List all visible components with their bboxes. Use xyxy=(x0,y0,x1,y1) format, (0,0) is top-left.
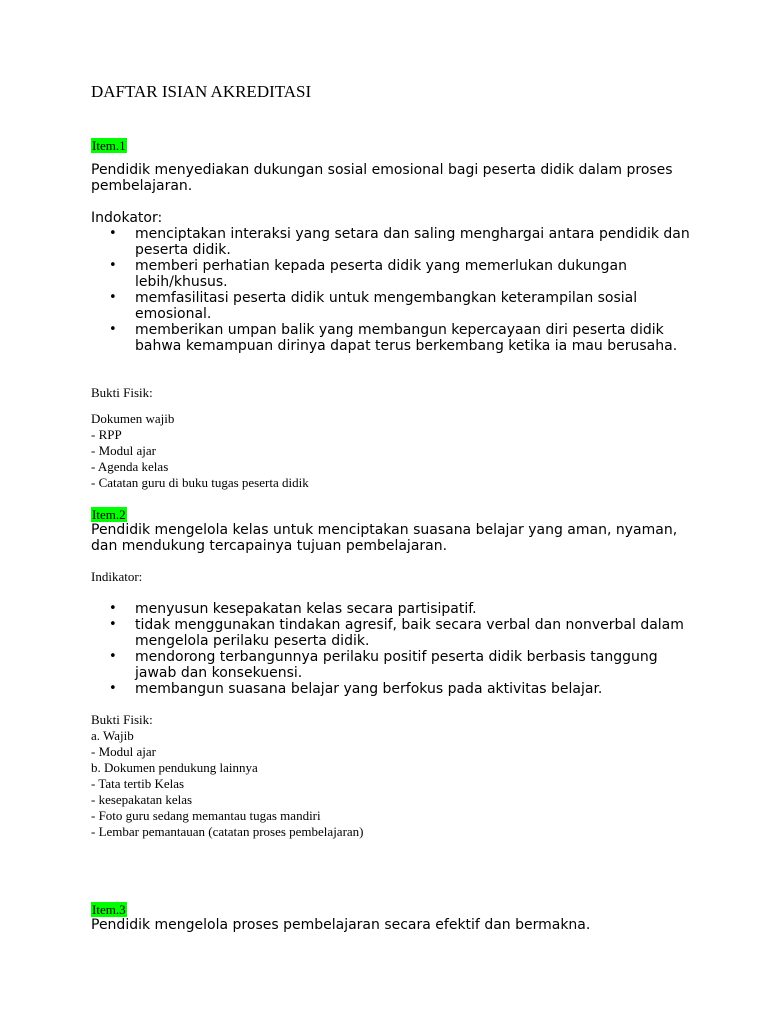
list-item: - Tata tertib Kelas xyxy=(91,776,185,791)
list-item: - RPP xyxy=(91,427,122,442)
list-item: - Catatan guru di buku tugas peserta didik xyxy=(91,475,309,490)
item-1-text: Pendidik menyediakan dukungan sosial emosional bagi peserta didik dalam proses pembelajaran. xyxy=(91,162,673,194)
list-item: - kesepakatan kelas xyxy=(91,792,193,807)
list-item: • menyusun kesepakatan kelas secara partisipatif. xyxy=(91,601,695,617)
item-1-tag-row xyxy=(91,137,127,155)
list-item: • tidak menggunakan tindakan agresif, baik secara verbal dan nonverbal dalam mengelola perilaku peserta didik. xyxy=(91,617,695,649)
list-item: • menciptakan interaksi yang setara dan saling menghargai antara pendidik dan peserta didik. xyxy=(91,226,695,258)
item-3-tag: Item.3 xyxy=(92,902,126,917)
item-1-evidence-list xyxy=(91,411,309,491)
item-3-text: Pendidik mengelola proses pembelajaran secara efektif dan bermakna. xyxy=(91,917,591,933)
document-title: DAFTAR ISIAN AKREDITASI xyxy=(91,82,312,101)
list-item: • memberi perhatian kepada peserta didik yang memerlukan dukungan lebih/khusus. xyxy=(91,258,695,290)
list-item: - Foto guru sedang memantau tugas mandiri xyxy=(91,808,321,823)
list-item: - Modul ajar xyxy=(91,443,156,458)
item-1-tag: Item.1 xyxy=(92,138,126,153)
list-item: - Modul ajar xyxy=(91,744,156,759)
item-1-evidence-label: Bukti Fisik: xyxy=(91,385,153,400)
list-item: • mendorong terbangunnya perilaku positif peserta didik berbasis tanggung jawab dan konsekuensi. xyxy=(91,649,695,681)
list-item: Dokumen wajib xyxy=(91,411,175,426)
item-2-text: Pendidik mengelola kelas untuk menciptakan suasana belajar yang aman, nyaman, dan mendukung tercapainya tujuan pembelajaran. xyxy=(91,522,678,554)
list-item: • membangun suasana belajar yang berfokus pada aktivitas belajar. xyxy=(91,681,695,697)
item-2-tag: Item.2 xyxy=(92,507,126,522)
list-item: • memfasilitasi peserta didik untuk mengembangkan keterampilan sosial emosional. xyxy=(91,290,695,322)
item-1-indicator-label: Indokator: xyxy=(91,210,163,226)
list-item: • memberikan umpan balik yang membangun kepercayaan diri peserta didik bahwa kemampuan dirinya dapat terus berkembang ketika ia mau berusaha. xyxy=(91,322,695,354)
item-1-indicator-list xyxy=(91,226,695,354)
item-2-evidence-label: Bukti Fisik: xyxy=(91,712,153,727)
item-2-indicator-list xyxy=(91,601,695,697)
list-item: b. Dokumen pendukung lainnya xyxy=(91,760,258,775)
item-2-indicator-label: Indikator: xyxy=(91,569,143,584)
list-item: - Lembar pemantauan (catatan proses pembelajaran) xyxy=(91,824,364,839)
item-2-evidence-list xyxy=(91,728,364,840)
list-item: a. Wajib xyxy=(91,728,134,743)
list-item: - Agenda kelas xyxy=(91,459,169,474)
